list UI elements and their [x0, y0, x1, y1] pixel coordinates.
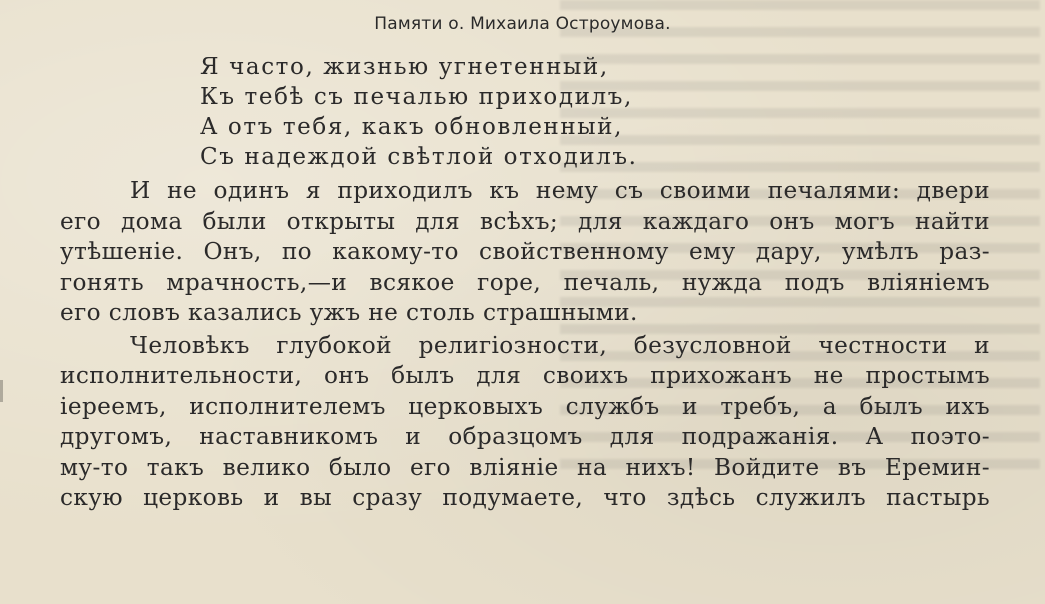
- text-line: му-то такъ велико было его вліяніе на нихъ! Войдите въ Еремин-: [60, 453, 990, 481]
- page-edge-mark: [0, 380, 3, 402]
- poem-line: Къ тебѣ съ печалью приходилъ,: [200, 84, 633, 110]
- text-line: его словъ казались ужъ не столь страшными.: [60, 299, 638, 326]
- prose-body: [60, 176, 990, 516]
- text-line: исполнительности, онъ былъ для своихъ прихожанъ не простымъ: [60, 362, 990, 389]
- text-line: скую церковь и вы сразу подумаете, что здѣсь служилъ пастырь: [60, 484, 990, 511]
- poem-line: А отъ тебя, какъ обновленный,: [200, 114, 624, 140]
- text-line: гонять мрачность,—и всякое горе, печаль, нужда подъ вліяніемъ: [60, 268, 990, 296]
- text-line: другомъ, наставникомъ и образцомъ для подражанія. А поэто-: [60, 423, 990, 450]
- text-line: іереемъ, исполнителемъ церковыхъ службъ и требъ, а былъ ихъ: [60, 392, 990, 420]
- poem-line: Съ надеждой свѣтлой отходилъ.: [200, 144, 638, 170]
- page-title: Памяти о. Михаила Остроумова.: [374, 14, 671, 34]
- text-line: И не одинъ я приходилъ къ нему съ своими печалями: двери: [130, 177, 990, 204]
- poem-line: Я часто, жизнью угнетенный,: [200, 54, 609, 80]
- poem-block: [200, 52, 638, 172]
- paragraph-1: [60, 176, 990, 329]
- paragraph-2: [60, 331, 990, 514]
- text-line: Человѣкъ глубокой религіозности, безусловной честности и: [130, 331, 990, 359]
- text-line: утѣшеніе. Онъ, по какому-то свойственному ему дару, умѣлъ раз-: [60, 238, 990, 265]
- text-line: его дома были открыты для всѣхъ; для каждаго онъ могъ найти: [60, 207, 990, 235]
